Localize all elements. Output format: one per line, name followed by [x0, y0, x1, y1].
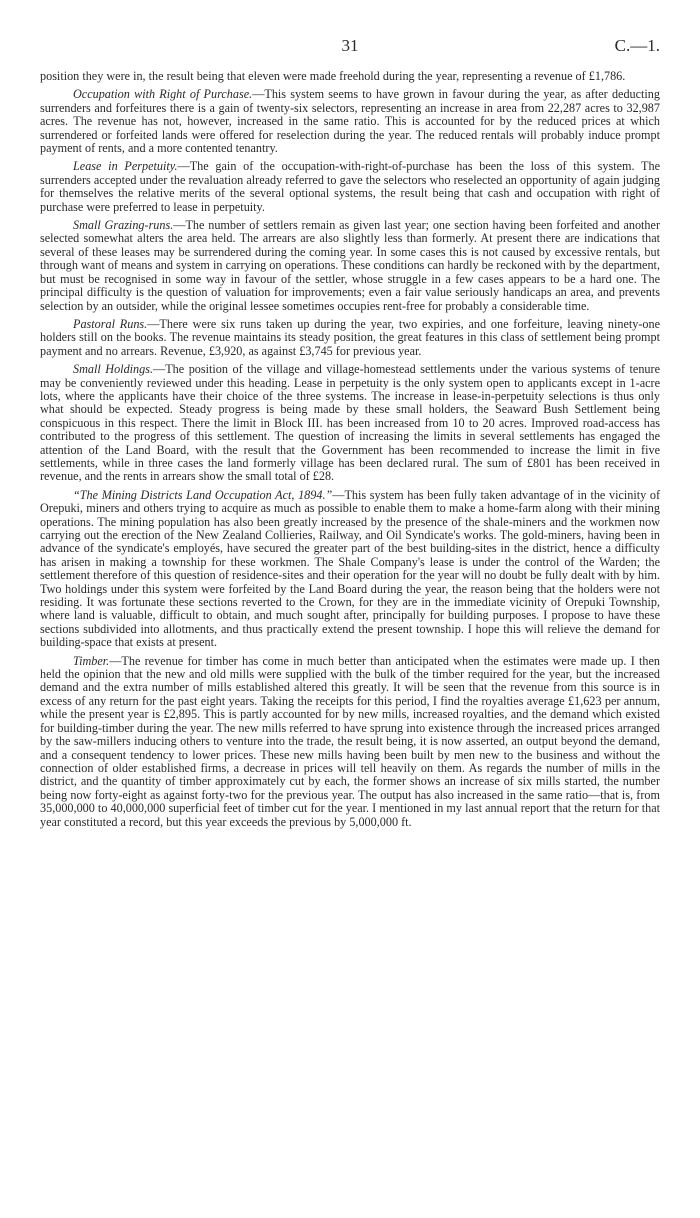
paragraph-text: position they were in, the result being that eleven were made freehold during the year, representing a revenue of £1,786. — [40, 69, 626, 83]
document-page — [40, 36, 660, 834]
paragraph-small-holdings — [40, 363, 660, 484]
paragraph-heading: Pastoral Runs. — [73, 316, 148, 331]
paragraph-occupation-right-of-purchase — [40, 88, 660, 155]
paragraph-mining-districts-act — [40, 489, 660, 650]
paragraph-continuation — [40, 70, 660, 83]
paragraph-text: —This system has been fully taken advantage of in the vicinity of Orepuki, miners and others trying to acquire as much as possible to enable them to make a home-farm along with their mining operations. The mining population has also been greatly increased by the presence of the shale-miners and the workmen now carrying out the erection of the New Zealand Collieries, Railway, and Oil Syndicate's works. The gold-miners, having been in advance of the syndicate's employés, have secured the greater part of the best building-sites in the district, hence a difficulty has arisen in making a township for these workmen. The Shale Company's lease is under the control of the Warden; the settlement therefore of this question of residence-sites and their operation for the year will no doubt be fully dealt with by him. Two holdings under this system were forfeited by the Land Board during the year, the reason being that the holders were not residing. It was fortunate these sections reverted to the Crown, for they are in the immediate vicinity of Orepuki Township, where land is valuable, difficult to obtain, and much sought after, principally for building purposes. I propose to have these sections subdivided into allotments, and thus practically extend the present township. I hope this will relieve the demand for building-space that exists at present. — [40, 487, 660, 650]
paragraph-heading: Timber. — [73, 653, 110, 668]
paragraph-text: —The position of the village and village-homestead settlements under the various systems of tenure may be conveniently reviewed under this heading. Lease in perpetuity is the only system open to applicants except in 1-acre lots, where the applicants have their choice of the three systems. The increase in lease-in-perpetuity selections is thus only what should be expected. Steady progress is being made by these small holders, the Seaward Bush Settlement being conspicuous in this respect. There the limit in Block III. has been increased from 10 to 20 acres. Improved road-access has contributed to the progress of this settlement. The question of increasing the limits in several settlements has engaged the attention of the Land Board, with the result that the Government has been recommended to increase the limit in five settlements, while in three cases the land formerly village has been declared rural. The sum of £801 has been received in revenue, and the rents in arrears show the small total of £28. — [40, 362, 660, 484]
paragraph-heading: Small Grazing-runs. — [73, 218, 174, 233]
document-reference: C.—1. — [614, 36, 660, 55]
paragraph-heading: Small Holdings. — [73, 362, 154, 377]
paragraph-text: —There were six runs taken up during the year, two expiries, and one forfeiture, leaving ninety-one holders still on the books. The revenue maintains its steady position, the great features in this class of settlement being prompt payment and no arrears. Revenue, £3,920, as against £3,745 for previous year. — [40, 316, 661, 358]
paragraph-text: —The number of settlers remain as given last year; one section having been forfeited and another selected somewhat alters the area held. The arrears are also slightly less than formerly. At present there are indications that several of these leases may be surrendered during the coming year. In some cases this is not caused by excessive rentals, but through want of means and system in carrying on operations. These conditions can hardly be reckoned with by the department, but must be recognised in some way in favour of the settler, whose struggle in a few cases appears to be a hard one. The principal difficulty is the question of valuation for improvements; even a fair value seriously handicaps an area, and prevents selection by an outsider, while the original lessee sometimes occupies rent-free for probably a considerable time. — [40, 218, 660, 313]
paragraph-heading: Occupation with Right of Purchase. — [73, 87, 253, 102]
paragraph-heading: “The Mining Districts Land Occupation Act, 1894.” — [73, 487, 333, 502]
page-number: 31 — [341, 36, 359, 55]
body-text — [40, 70, 660, 829]
paragraph-timber — [40, 655, 660, 829]
paragraph-heading: Lease in Perpetuity. — [73, 159, 178, 174]
paragraph-text: —The gain of the occupation-with-right-of-purchase has been the loss of this system. The surrenders accepted under the revaluation already referred to gave the selectors who reselected an opportunity of again judging for themselves the relative merits of the several optional systems, the result being that cash and occupation with right of purchase were preferred to lease in perpetuity. — [40, 159, 660, 214]
paragraph-text: —This system seems to have grown in favour during the year, as after deducting surrenders and forfeitures there is a gain of twenty-six selectors, representing an increase in area from 22,287 acres to 32,987 acres. The revenue has not, however, increased in the same ratio. This is accounted for by the reduced prices at which surrendered or forfeited lands were offered for reselection during the year. The reduced rentals will probably induce prompt payment of rents, and a more contented tenantry. — [40, 87, 660, 156]
paragraph-small-grazing-runs — [40, 219, 660, 313]
paragraph-text: —The revenue for timber has come in much better than anticipated when the estimates were made up. I then held the opinion that the new and old mills were supplied with the bulk of the timber required for the year, but the increased demand and the extra number of mills established altered this greatly. It will be seen that the revenue from this source is in excess of any return for the past eight years. Taking the receipts for this period, I find the royalties average £1,623 per annum, while the present year is £2,895. This is partly accounted for by new mills, increased royalties, and the demand which existed for building-timber during the year. The new mills referred to have sprung into existence through the increased prices arranged by the saw-millers inducing others to venture into the trade, the result being, it is now asserted, an output beyond the demand, and a consequent tendency to lower prices. These new mills having been built by men new to the business and without the connection of older established firms, a decrease in prices will tell heavily on them. As regards the number of mills in the district, and the quantity of timber approximately cut by each, the former shows an increase of six mills started, the number being now forty-eight as against forty-two for the previous year. The output has also increased in the same ratio—that is, from 35,000,000 to 40,000,000 superficial feet of timber cut for the year. I mentioned in my last annual report that the return for that year constituted a record, but this year exceeds the previous by 5,000,000 ft. — [40, 653, 660, 829]
paragraph-lease-in-perpetuity — [40, 160, 660, 214]
page-header — [40, 36, 660, 64]
paragraph-pastoral-runs — [40, 318, 660, 358]
